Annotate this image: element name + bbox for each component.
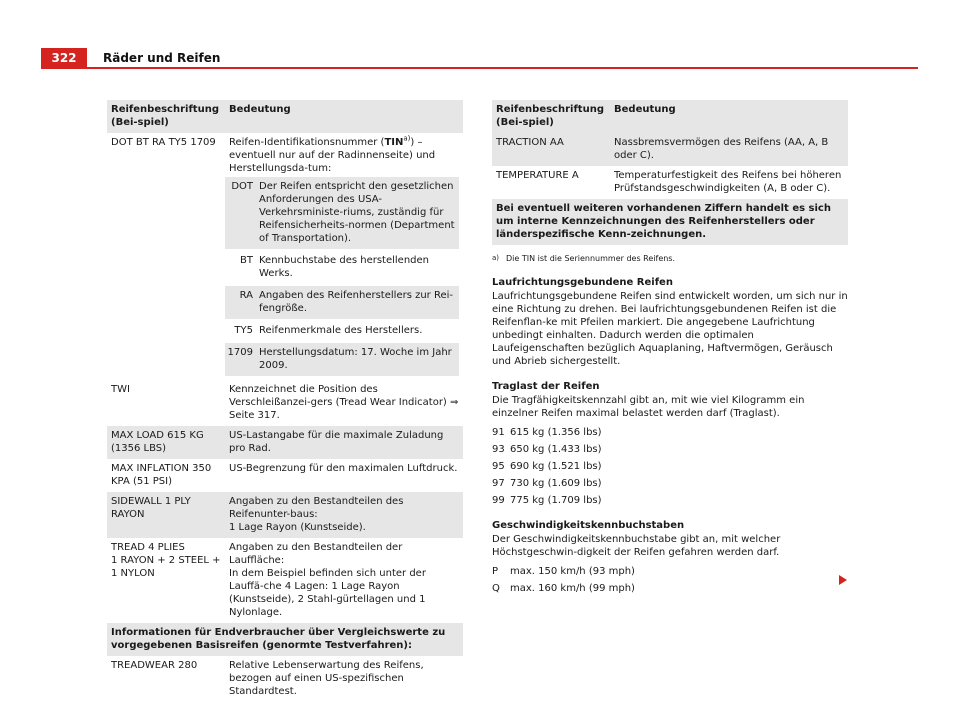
cell-meaning: Relative Lebenserwartung des Reifens, bezogen auf einen US-spezifischen Standardtest. — [229, 660, 424, 697]
table-row — [492, 133, 848, 166]
table-note: Informationen für Endverbraucher über Vergleichswerte zu vorgegebenen Basisreifen (genormte Testverfahren): — [107, 623, 463, 656]
list-value: 650 kg (1.433 lbs) — [510, 444, 602, 455]
cell-marking: DOT BT RA TY5 1709 — [111, 137, 216, 148]
sub-row — [225, 286, 459, 319]
list-value: 730 kg (1.609 lbs) — [510, 478, 602, 489]
table-row-dot — [107, 133, 463, 380]
sub-row — [225, 251, 459, 284]
cell-marking: SIDEWALL 1 PLY RAYON — [111, 496, 191, 520]
list-key: 99 — [492, 495, 505, 506]
sub-value: Angaben des Reifenherstellers zur Rei-fengröße. — [259, 290, 454, 314]
sub-row — [225, 343, 459, 376]
cell-meaning: Angaben zu den Bestandteilen der Lauffläche: In dem Beispiel befinden sich unter der Lauffä-che 4 Lagen: 1 Lage Rayon (Kunstseide), 2 Stahl-gürtellagen und 1 Nylonlage. — [229, 542, 426, 618]
list-key: Q — [492, 583, 500, 594]
table-row — [107, 492, 463, 538]
sub-value: Der Reifen entspricht den gesetzlichen Anforderungen des USA-Verkehrsministe-riums, zuständig für Reifensicherheits-normen (Department of Transportation). — [259, 181, 455, 244]
section-text-direction: Laufrichtungsgebundene Reifen sind entwickelt worden, um sich nur in eine Richtung zu drehen. Bei laufrichtungsgebundenen Reifen ist die Reifenflan-ke mit Pfeilen markiert. Die angegebene Laufrichtung unbedingt einhalten. Dadurch werden die optimalen Laufeigenschaften bezüglich Aquaplaning, Haftvermögen, Geräusch und Abrieb sichergestellt. — [492, 291, 848, 367]
cell-marking: MAX INFLATION 350 KPA (51 PSI) — [111, 463, 212, 487]
sub-value: Kennbuchstabe des herstellenden Werks. — [259, 255, 430, 279]
list-item — [492, 460, 848, 473]
sub-key: DOT — [231, 181, 253, 192]
cell-meaning: Kennzeichnet die Position des Verschleißanzei-gers (Tread Wear Indicator) ⇒ Seite 317. — [229, 384, 459, 421]
dot-subtable — [225, 177, 459, 376]
table-row — [107, 656, 463, 701]
column-header-meaning: Bedeutung — [614, 104, 676, 115]
cell-marking: TWI — [111, 384, 130, 395]
list-item — [492, 477, 848, 490]
list-value: 690 kg (1.521 lbs) — [510, 461, 602, 472]
table-header — [107, 100, 463, 133]
list-key: 91 — [492, 427, 505, 438]
table-row — [107, 380, 463, 426]
sub-key: BT — [240, 255, 253, 266]
list-value: max. 150 km/h (93 mph) — [510, 566, 635, 577]
left-column — [107, 100, 463, 701]
list-item — [492, 582, 848, 595]
list-value: 615 kg (1.356 lbs) — [510, 427, 602, 438]
table-note: Bei eventuell weiteren vorhandenen Ziffern handelt es sich um interne Kennzeichnungen des Reifenherstellers oder länderspezifische Kenn-zeichnungen. — [492, 199, 848, 245]
list-key: P — [492, 566, 499, 577]
tin-text-post: ) – eventuell nur auf der Radinnenseite) und Herstellungsda-tum: — [229, 137, 436, 174]
continue-arrow-icon — [839, 575, 847, 585]
cell-meaning: US-Begrenzung für den maximalen Luftdruck. — [229, 463, 458, 474]
tin-abbrev: TIN — [384, 137, 404, 148]
sub-row — [225, 177, 459, 249]
footnote — [492, 253, 848, 264]
column-header-marking: Reifenbeschriftung (Bei-spiel) — [111, 104, 219, 128]
sub-key: TY5 — [234, 325, 253, 336]
tin-text-pre: Reifen-Identifikationsnummer ( — [229, 137, 385, 148]
table-header — [492, 100, 848, 133]
sub-key: RA — [239, 290, 253, 301]
cell-marking: MAX LOAD 615 KG (1356 LBS) — [111, 430, 204, 454]
sub-key: 1709 — [227, 347, 253, 358]
list-key: 95 — [492, 461, 505, 472]
footnote-text: Die TIN ist die Seriennummer des Reifens. — [506, 254, 676, 263]
list-key: 93 — [492, 444, 505, 455]
sub-row — [225, 321, 459, 341]
footnote-ref: a) — [403, 134, 411, 143]
cell-meaning: Angaben zu den Bestandteilen des Reifenunter-baus: 1 Lage Rayon (Kunstseide). — [229, 496, 404, 533]
load-index-list — [492, 426, 848, 507]
footnote-mark: a) — [492, 254, 500, 262]
section-title-direction: Laufrichtungsgebundene Reifen — [492, 277, 673, 288]
list-item — [492, 565, 848, 578]
sub-value: Reifenmerkmale des Herstellers. — [259, 325, 423, 336]
cell-marking: TEMPERATURE A — [496, 170, 579, 181]
section-title-load: Traglast der Reifen — [492, 381, 600, 392]
list-item — [492, 494, 848, 507]
header-rule — [41, 67, 918, 69]
table-row — [107, 459, 463, 492]
cell-meaning: Temperaturfestigkeit des Reifens bei höheren Prüfstandsgeschwindigkeiten (A, B oder C). — [614, 170, 842, 194]
column-header-marking: Reifenbeschriftung (Bei-spiel) — [496, 104, 604, 128]
cell-meaning: Nassbremsvermögen des Reifens (AA, A, B oder C). — [614, 137, 829, 161]
cell-marking: TRACTION AA — [496, 137, 564, 148]
section-text-load: Die Tragfähigkeitskennzahl gibt an, mit wie viel Kilogramm ein einzelner Reifen maximal belastet werden darf (Traglast). — [492, 395, 805, 419]
list-key: 97 — [492, 478, 505, 489]
cell-meaning — [229, 136, 459, 376]
list-value: 775 kg (1.709 lbs) — [510, 495, 602, 506]
cell-marking: TREAD 4 PLIES 1 RAYON + 2 STEEL + 1 NYLON — [111, 542, 221, 579]
list-item — [492, 443, 848, 456]
table-row — [107, 426, 463, 459]
page-number: 322 — [41, 48, 87, 68]
sub-value: Herstellungsdatum: 17. Woche im Jahr 2009. — [259, 347, 452, 371]
section-title-speed: Geschwindigkeitskennbuchstaben — [492, 520, 685, 531]
table-row — [107, 538, 463, 623]
cell-marking: TREADWEAR 280 — [111, 660, 198, 671]
column-header-meaning: Bedeutung — [229, 104, 291, 115]
section-text-speed: Der Geschwindigkeitskennbuchstabe gibt an, mit welcher Höchstgeschwin-digkeit der Reifen gefahren werden darf. — [492, 534, 781, 558]
right-column — [492, 100, 848, 595]
list-value: max. 160 km/h (99 mph) — [510, 583, 635, 594]
list-item — [492, 426, 848, 439]
cell-meaning: US-Lastangabe für die maximale Zuladung pro Rad. — [229, 430, 444, 454]
page-title: Räder und Reifen — [103, 51, 221, 65]
table-row — [492, 166, 848, 199]
speed-index-list — [492, 565, 848, 595]
